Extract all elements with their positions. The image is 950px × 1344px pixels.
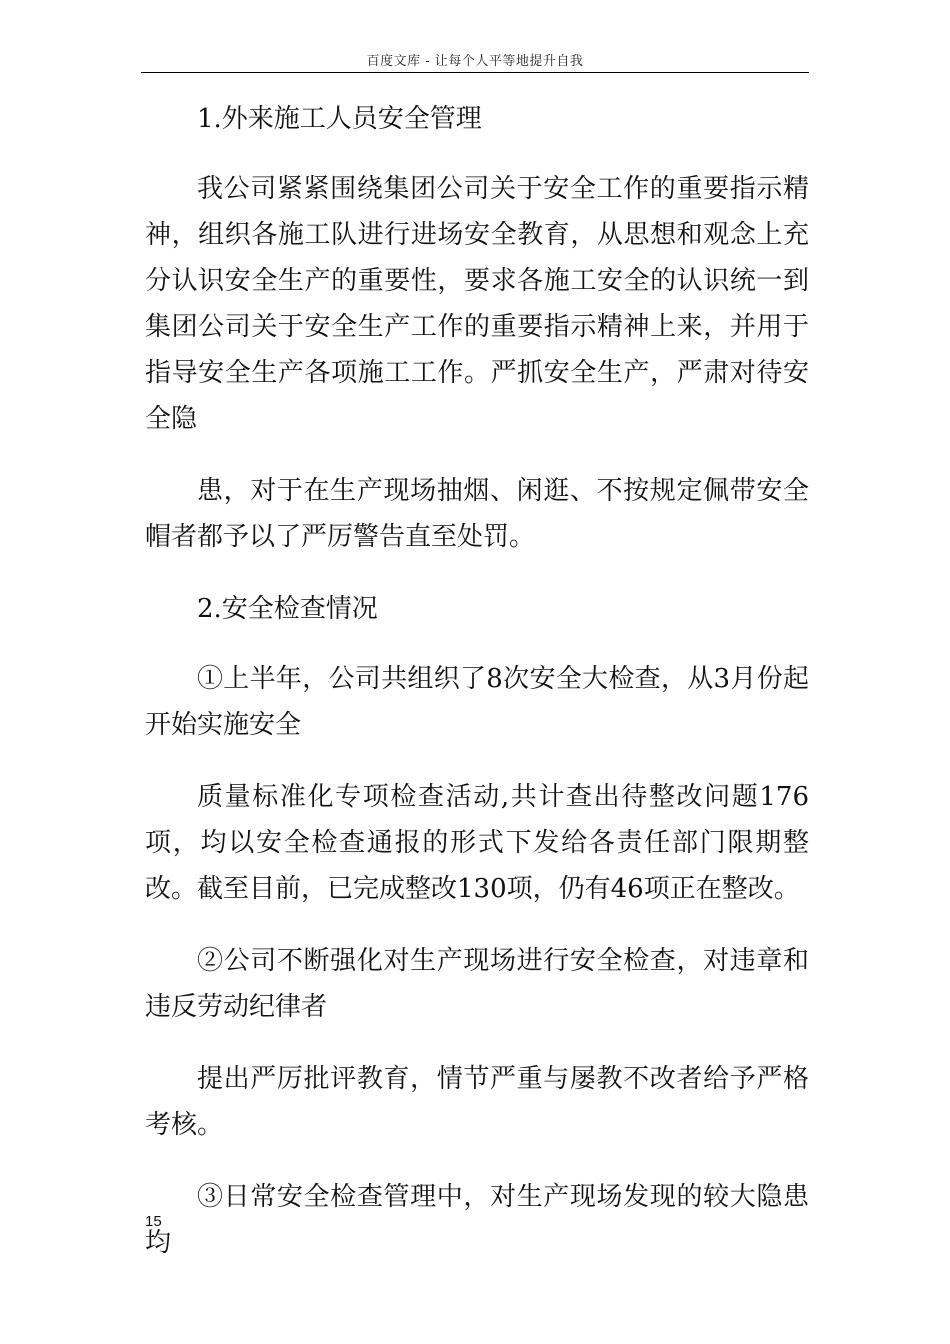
paragraph: 患，对于在生产现场抽烟、闲逛、不按规定佩带安全帽者都予以了严厉警告直至处罚。 xyxy=(145,476,809,552)
paragraph: ①上半年，公司共组织了8次安全大检查，从3月份起开始实施安全 xyxy=(145,664,809,740)
paragraph: ②公司不断强化对生产现场进行安全检查，对违章和违反劳动纪律者 xyxy=(145,946,809,1022)
section-heading-2: 2.安全检查情况 xyxy=(197,594,378,624)
paragraph: ③日常安全检查管理中，对生产现场发现的较大隐患均 xyxy=(145,1182,809,1258)
page-number: 15 xyxy=(145,1213,162,1230)
page-header: 百度文库 - 让每个人平等地提升自我 xyxy=(366,54,584,69)
paragraph: 提出严厉批评教育，情节严重与屡教不改者给予严格考核。 xyxy=(145,1064,809,1140)
paragraph: 我公司紧紧围绕集团公司关于安全工作的重要指示精神，组织各施工队进行进场安全教育，从思想和观念上充分认识安全生产的重要性，要求各施工安全的认识统一到集团公司关于安全生产工作的重要指示精神上来，并用于指导安全生产各项施工工作。严抓安全生产，严肃对待安全隐 xyxy=(145,174,809,434)
section-heading-1: 1.外来施工人员安全管理 xyxy=(197,104,482,134)
paragraph: 质量标准化专项检查活动,共计查出待整改问题176项，均以安全检查通报的形式下发给各责任部门限期整改。截至目前，已完成整改130项，仍有46项正在整改。 xyxy=(145,782,809,904)
document-body xyxy=(145,96,809,1292)
header-divider xyxy=(141,72,809,73)
